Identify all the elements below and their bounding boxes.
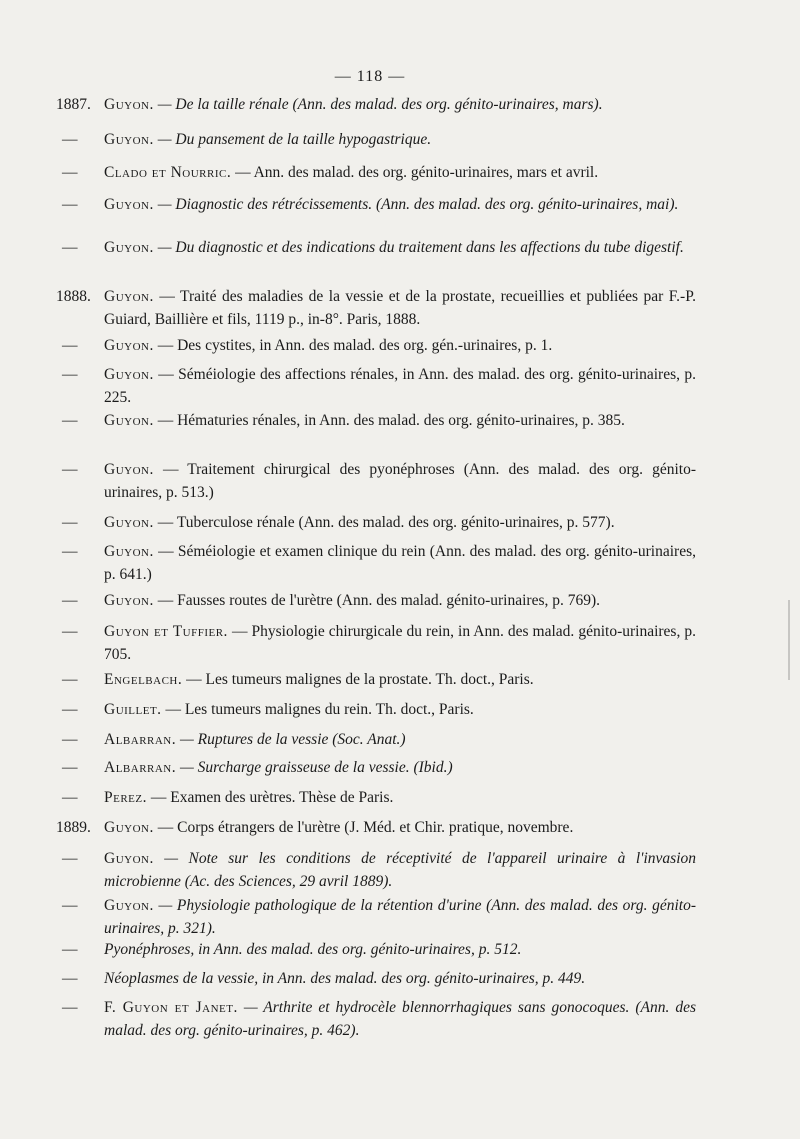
- entry-author: Guyon.: [104, 461, 154, 478]
- entry-dash: —: [62, 623, 78, 640]
- entry-text: — Note sur les conditions de réceptivité de l'appareil urinaire à l'invasion microbienne (Ac. des Sciences, 29 avril 1889).: [104, 850, 696, 890]
- entry-dash: —: [62, 731, 78, 748]
- bibliography-entry: [56, 816, 696, 839]
- entry-text: — Des cystites, in Ann. des malad. des org. gén.-urinaires, p. 1.: [157, 337, 553, 354]
- entry-author: Guyon.: [104, 412, 154, 429]
- entry-dash: —: [62, 789, 78, 806]
- entry-dash: —: [62, 543, 78, 560]
- entry-author: Guillet.: [104, 701, 162, 718]
- bibliography-entry: [56, 511, 696, 534]
- entry-dash: —: [62, 131, 78, 148]
- entry-text: — Les tumeurs malignes du rein. Th. doct., Paris.: [165, 701, 474, 718]
- entry-text: Néoplasmes de la vessie, in Ann. des malad. des org. génito-urinaires, p. 449.: [104, 970, 586, 987]
- entry-dash: —: [62, 701, 78, 718]
- entry-author: Guyon.: [104, 366, 154, 383]
- entry-text: — Diagnostic des rétrécissements. (Ann. des malad. des org. génito-urinaires, mai).: [157, 196, 679, 213]
- entry-author: Guyon.: [104, 543, 154, 560]
- entry-text: — Examen des urètres. Thèse de Paris.: [150, 789, 394, 806]
- entry-author: Guyon.: [104, 96, 154, 113]
- entry-text: — Du pansement de la taille hypogastrique.: [157, 131, 432, 148]
- entry-text: — De la taille rénale (Ann. des malad. des org. génito-urinaires, mars).: [157, 96, 603, 113]
- entry-author: Guyon.: [104, 514, 154, 531]
- entry-author: Guyon.: [104, 239, 154, 256]
- bibliography-entry: [56, 620, 696, 666]
- entry-text: — Physiologie chirurgicale du rein, in Ann. des malad. génito-urinaires, p. 705.: [104, 623, 696, 663]
- entry-author: Engelbach.: [104, 671, 183, 688]
- bibliography-entry: [56, 540, 696, 586]
- bibliography-entry: [56, 334, 696, 357]
- bibliography-entry: [56, 589, 696, 612]
- bibliography-entry: [56, 193, 696, 216]
- entry-dash: —: [62, 759, 78, 776]
- entry-author: Albarran.: [104, 759, 177, 776]
- entry-dash: —: [62, 196, 78, 213]
- entry-dash: —: [62, 850, 78, 867]
- entry-text: — Surcharge graisseuse de la vessie. (Ibid.): [180, 759, 453, 776]
- entry-text: — Séméiologie des affections rénales, in Ann. des malad. des org. génito-urinaires, p. 225.: [104, 366, 697, 406]
- entry-text: — Tuberculose rénale (Ann. des malad. des org. génito-urinaires, p. 577).: [157, 514, 615, 531]
- entry-text: — Séméiologie et examen clinique du rein (Ann. des malad. des org. génito-urinaires, p. 641.): [104, 543, 696, 583]
- entry-author: Guyon.: [104, 592, 154, 609]
- entry-dash: —: [62, 461, 78, 478]
- entry-dash: —: [62, 941, 78, 958]
- entry-year: 1887.: [56, 96, 91, 113]
- entry-author: Guyon et Tuffier.: [104, 623, 228, 640]
- bibliography-entry: [56, 285, 696, 331]
- entry-author: Guyon.: [104, 196, 154, 213]
- entry-author: Guyon.: [104, 288, 154, 305]
- page-number: — 118 —: [334, 68, 406, 85]
- entry-year: 1889.: [56, 819, 91, 836]
- entry-text: — Fausses routes de l'urètre (Ann. des malad. génito-urinaires, p. 769).: [157, 592, 601, 609]
- entry-year: 1888.: [56, 288, 91, 305]
- entry-text: — Traitement chirurgical des pyonéphroses (Ann. des malad. des org. génito-urinaires, p. 513.): [104, 461, 696, 501]
- bibliography-entry: [56, 93, 696, 116]
- bibliography-entry: [56, 967, 696, 990]
- bibliography-entry: [56, 938, 696, 961]
- bibliography-entry: [56, 409, 696, 432]
- bibliography-entry: [56, 786, 696, 809]
- entry-text: — Arthrite et hydrocèle blennorrhagiques sans gonocoques. (Ann. des malad. des org. génito-urinaires, p. 462).: [104, 999, 696, 1039]
- entry-text: Pyonéphroses, in Ann. des malad. des org. génito-urinaires, p. 512.: [104, 941, 522, 958]
- entry-author: Albarran.: [104, 731, 177, 748]
- bibliography-entry: [56, 161, 696, 184]
- entry-text: — Les tumeurs malignes de la prostate. Th. doct., Paris.: [186, 671, 534, 688]
- entry-text: — Du diagnostic et des indications du traitement dans les affections du tube digestif.: [157, 239, 684, 256]
- entry-author: Guyon.: [104, 897, 154, 914]
- bibliography-entry: [56, 236, 696, 259]
- bibliography-entry: [56, 996, 696, 1042]
- entry-dash: —: [62, 337, 78, 354]
- entry-author: F. Guyon et Janet.: [104, 999, 238, 1016]
- entry-dash: —: [62, 239, 78, 256]
- entry-text: — Physiologie pathologique de la rétention d'urine (Ann. des malad. des org. génito-urinaires, p. 321).: [104, 897, 696, 937]
- entry-dash: —: [62, 514, 78, 531]
- entry-text: — Ann. des malad. des org. génito-urinaires, mars et avril.: [235, 164, 599, 181]
- entry-author: Guyon.: [104, 850, 154, 867]
- entry-dash: —: [62, 970, 78, 987]
- entry-dash: —: [62, 366, 78, 383]
- bibliography-entry: [56, 128, 696, 151]
- entry-dash: —: [62, 671, 78, 688]
- entry-author: Guyon.: [104, 131, 154, 148]
- bibliography-entry: [56, 698, 696, 721]
- entry-dash: —: [62, 897, 78, 914]
- bibliography-entry: [56, 756, 696, 779]
- page-edge-shadow: [780, 600, 790, 680]
- entry-text: — Hématuries rénales, in Ann. des malad. des org. génito-urinaires, p. 385.: [157, 412, 625, 429]
- entry-dash: —: [62, 412, 78, 429]
- entry-dash: —: [62, 164, 78, 181]
- entry-text: — Ruptures de la vessie (Soc. Anat.): [180, 731, 406, 748]
- entry-author: Guyon.: [104, 819, 154, 836]
- bibliography-entry: [56, 363, 696, 409]
- bibliography-entry: [56, 894, 696, 940]
- bibliography-entry: [56, 668, 696, 691]
- bibliography-entry: [56, 728, 696, 751]
- entry-text: — Corps étrangers de l'urètre (J. Méd. et Chir. pratique, novembre.: [157, 819, 574, 836]
- bibliography-entry: [56, 847, 696, 893]
- bibliography-entry: [56, 458, 696, 504]
- entry-dash: —: [62, 999, 78, 1016]
- entry-author: Clado et Nourric.: [104, 164, 232, 181]
- entry-dash: —: [62, 592, 78, 609]
- entry-author: Perez.: [104, 789, 147, 806]
- entry-author: Guyon.: [104, 337, 154, 354]
- entry-text: — Traité des maladies de la vessie et de la prostate, recueillies et publiées par F.-P. Guiard, Baillière et fils, 1119 p., in-8°. Paris, 1888.: [104, 288, 696, 328]
